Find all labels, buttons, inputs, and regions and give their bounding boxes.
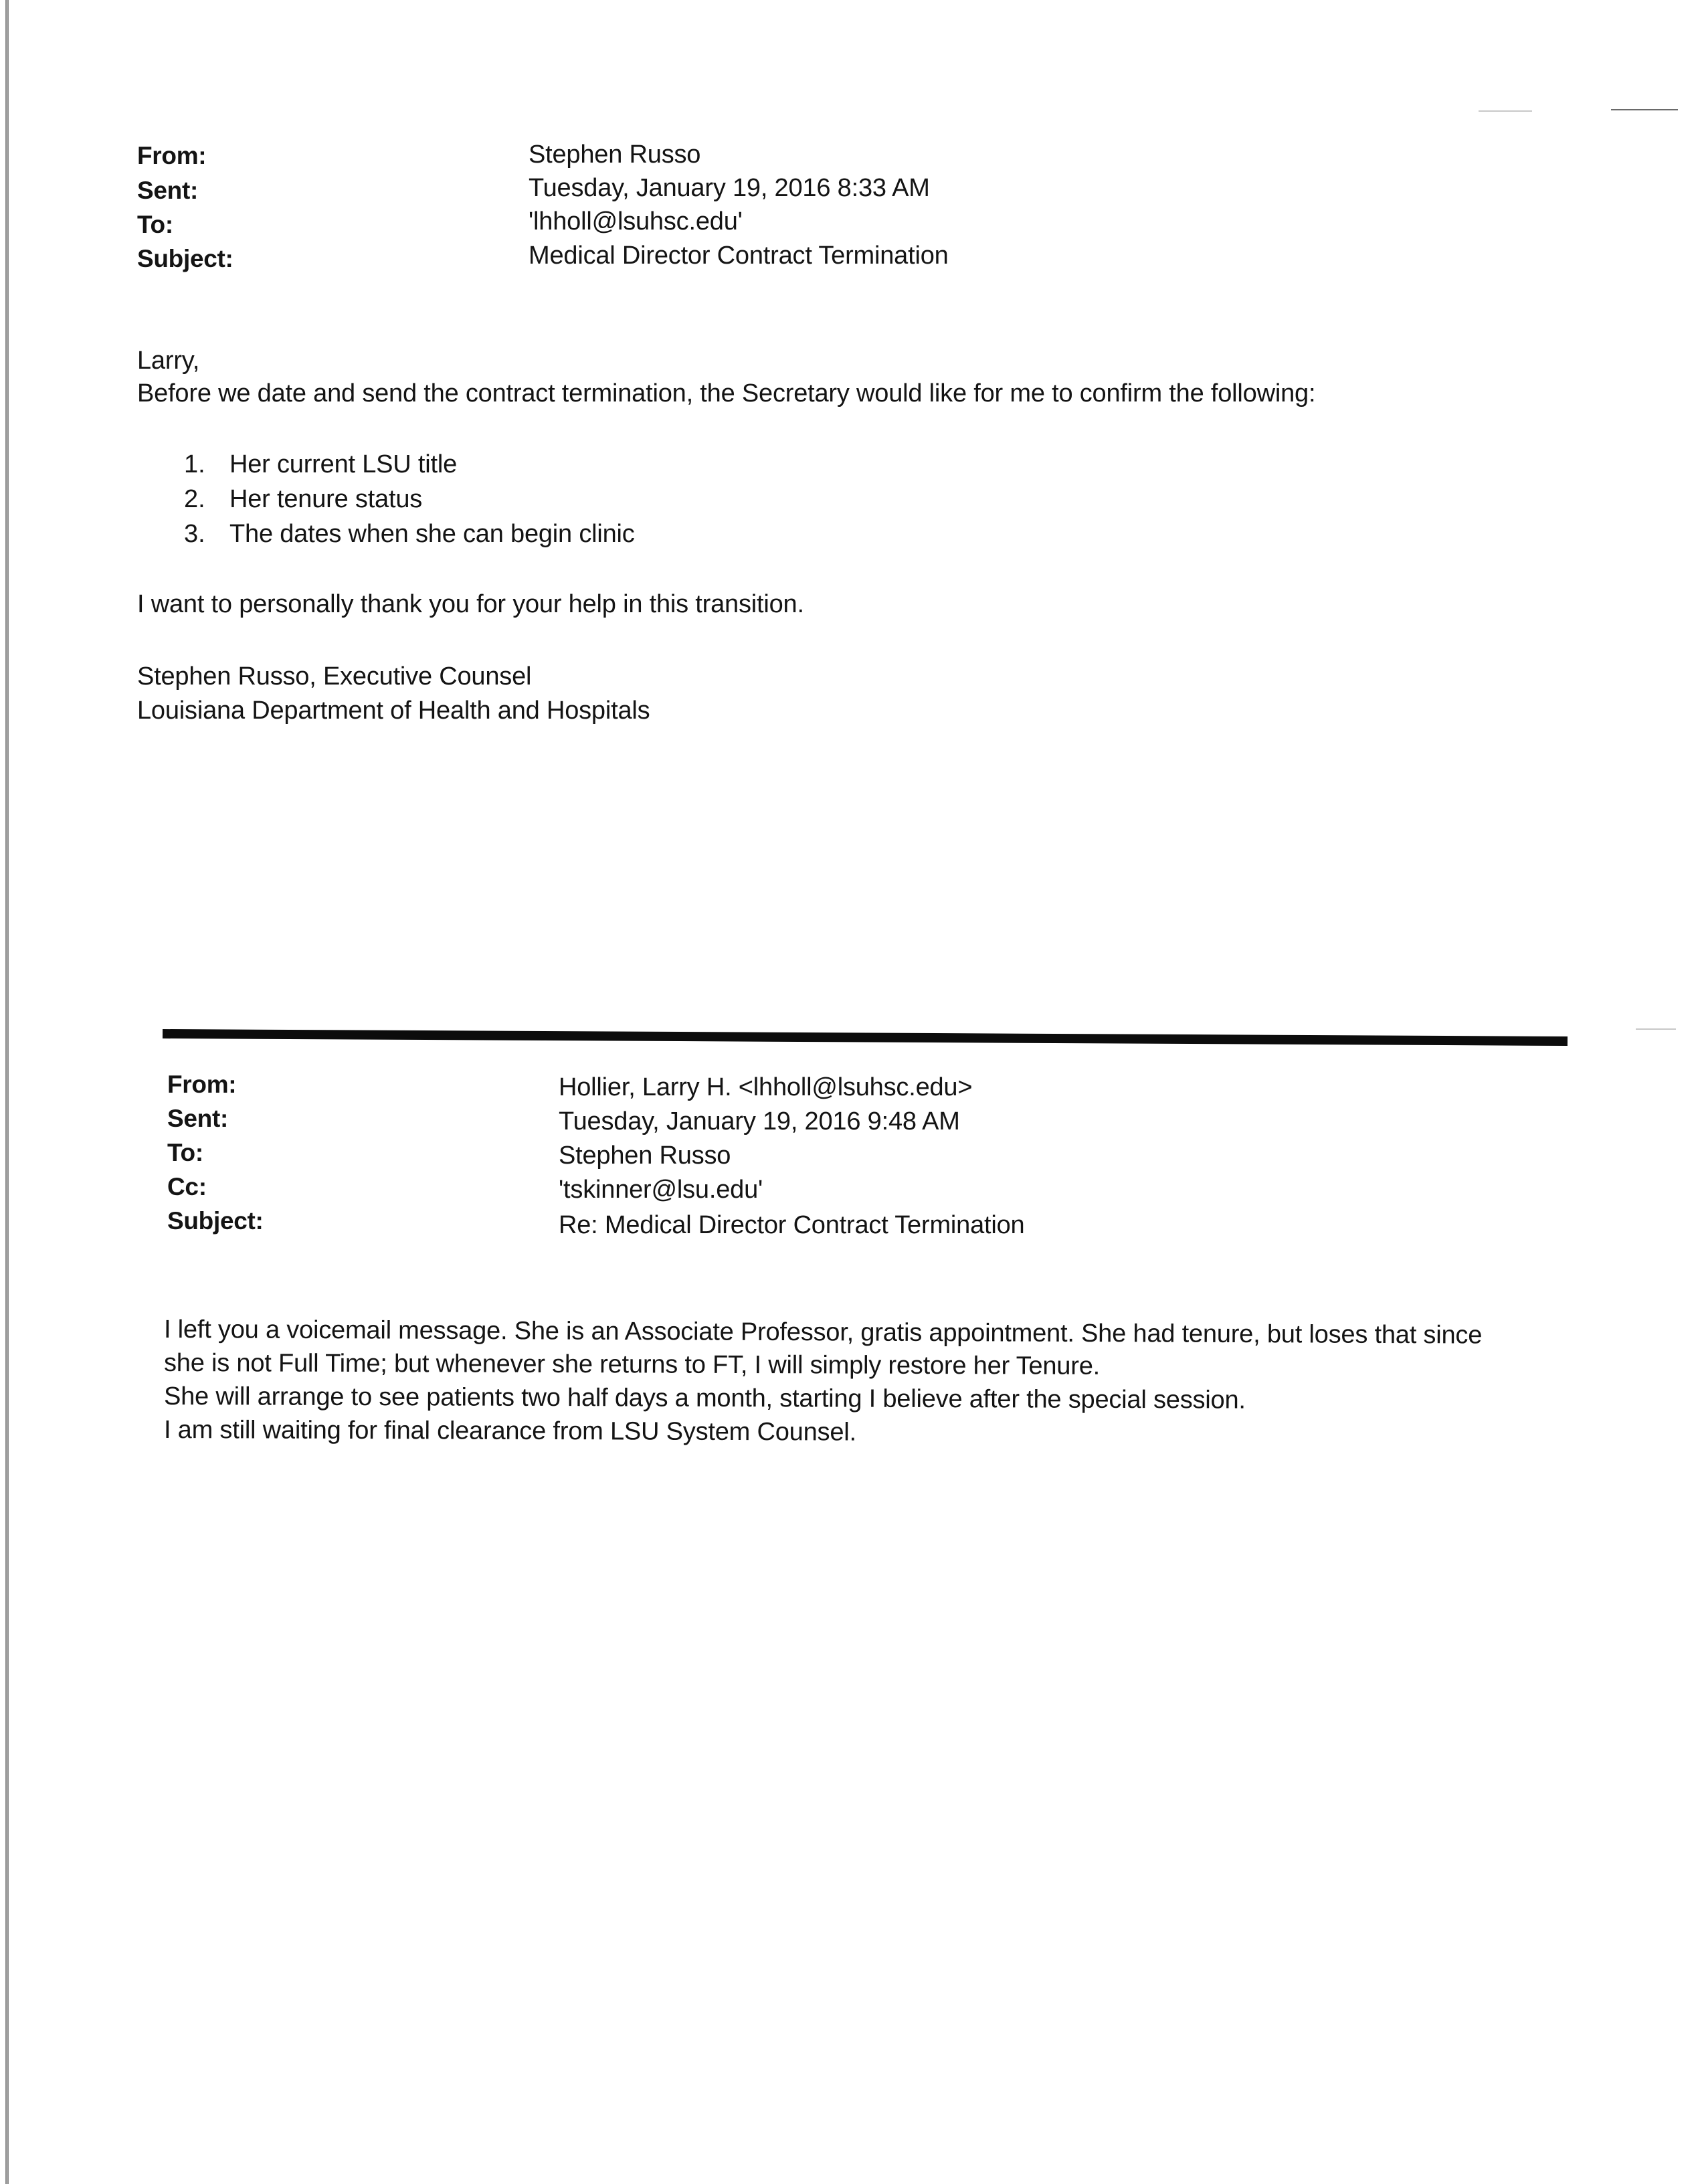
cc-value: 'tskinner@lsu.edu' — [559, 1176, 763, 1204]
body-line: I left you a voicemail message. She is an Associate Professor, gratis appointment. She had tenure, but loses that since — [163, 1315, 1483, 1350]
list-number: 2. — [184, 485, 205, 513]
to-value: 'lhholl@lsuhsc.edu' — [529, 207, 743, 236]
cc-label: Cc: — [167, 1173, 207, 1200]
page-left-edge — [5, 0, 9, 2184]
sent-label: Sent: — [137, 177, 199, 204]
from-value: Stephen Russo — [529, 141, 701, 169]
sent-value: Tuesday, January 19, 2016 9:48 AM — [559, 1107, 960, 1135]
sent-value: Tuesday, January 19, 2016 8:33 AM — [529, 174, 930, 202]
sent-label: Sent: — [167, 1105, 229, 1132]
scan-mark — [1611, 109, 1678, 110]
to-value: Stephen Russo — [559, 1142, 731, 1170]
signature-organization: Louisiana Department of Health and Hospitals — [137, 697, 650, 725]
body-line: she is not Full Time; but whenever she returns to FT, I will simply restore her Tenure. — [163, 1349, 1101, 1380]
to-label: To: — [167, 1139, 203, 1166]
from-value: Hollier, Larry H. <lhholl@lsuhsc.edu> — [559, 1073, 973, 1101]
list-number: 3. — [184, 520, 205, 548]
body-line: She will arrange to see patients two half days a month, starting I believe after the special session. — [163, 1382, 1246, 1415]
email-separator — [163, 1029, 1568, 1046]
intro-paragraph: Before we date and send the contract termination, the Secretary would like for me to confirm the following: — [137, 379, 1316, 407]
subject-label: Subject: — [167, 1207, 264, 1235]
subject-label: Subject: — [137, 245, 233, 272]
subject-value: Medical Director Contract Termination — [529, 242, 949, 270]
scan-mark — [1636, 1028, 1676, 1030]
list-number: 1. — [184, 450, 205, 478]
list-text: The dates when she can begin clinic — [229, 520, 635, 548]
list-text: Her tenure status — [229, 485, 423, 513]
from-label: From: — [167, 1071, 237, 1098]
from-label: From: — [137, 142, 207, 169]
thanks-paragraph: I want to personally thank you for your help in this transition. — [137, 590, 804, 618]
greeting: Larry, — [137, 347, 200, 375]
list-text: Her current LSU title — [229, 450, 458, 478]
signature-name: Stephen Russo, Executive Counsel — [137, 662, 532, 691]
subject-value: Re: Medical Director Contract Termination — [559, 1211, 1025, 1239]
to-label: To: — [137, 211, 173, 238]
scan-mark — [1479, 110, 1532, 112]
body-line: I am still waiting for final clearance from LSU System Counsel. — [163, 1416, 856, 1447]
